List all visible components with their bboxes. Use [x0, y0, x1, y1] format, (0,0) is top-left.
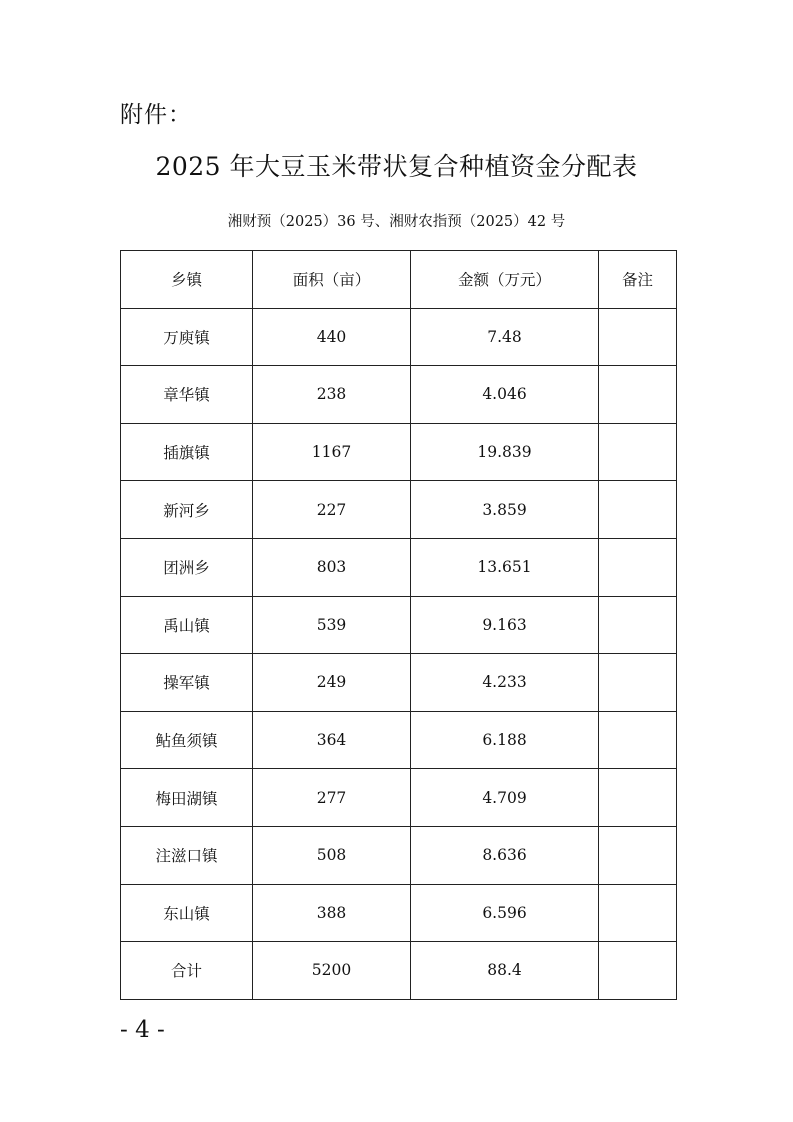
amount-cell: 6.188	[411, 711, 599, 769]
town-cell: 禹山镇	[121, 596, 253, 654]
town-cell: 注滋口镇	[121, 826, 253, 884]
note-cell	[599, 366, 677, 424]
header-amount: 金额（万元）	[411, 251, 599, 309]
table-row	[121, 423, 677, 481]
table-row	[121, 596, 677, 654]
note-cell	[599, 769, 677, 827]
table-row	[121, 884, 677, 942]
header-area: 面积（亩）	[253, 251, 411, 309]
table-row	[121, 308, 677, 366]
note-cell	[599, 308, 677, 366]
note-cell	[599, 596, 677, 654]
note-cell	[599, 711, 677, 769]
area-cell: 1167	[253, 423, 411, 481]
amount-cell: 8.636	[411, 826, 599, 884]
town-cell: 东山镇	[121, 884, 253, 942]
area-cell: 388	[253, 884, 411, 942]
town-cell: 万庾镇	[121, 308, 253, 366]
area-cell: 277	[253, 769, 411, 827]
table-row	[121, 538, 677, 596]
town-cell: 团洲乡	[121, 538, 253, 596]
area-cell: 539	[253, 596, 411, 654]
town-cell: 梅田湖镇	[121, 769, 253, 827]
area-cell: 508	[253, 826, 411, 884]
area-cell: 227	[253, 481, 411, 539]
total-area-cell: 5200	[253, 942, 411, 1000]
total-note-cell	[599, 942, 677, 1000]
table-row	[121, 366, 677, 424]
table-row	[121, 769, 677, 827]
amount-cell: 7.48	[411, 308, 599, 366]
note-cell	[599, 654, 677, 712]
attachment-label: 附件：	[120, 102, 192, 128]
amount-cell: 4.233	[411, 654, 599, 712]
note-cell	[599, 826, 677, 884]
note-cell	[599, 423, 677, 481]
amount-cell: 13.651	[411, 538, 599, 596]
town-cell: 插旗镇	[121, 423, 253, 481]
area-cell: 249	[253, 654, 411, 712]
document-title: 2025 年大豆玉米带状复合种植资金分配表	[155, 152, 638, 181]
table-header-row	[121, 251, 677, 309]
note-cell	[599, 481, 677, 539]
amount-cell: 3.859	[411, 481, 599, 539]
area-cell: 803	[253, 538, 411, 596]
town-cell: 新河乡	[121, 481, 253, 539]
town-cell: 章华镇	[121, 366, 253, 424]
area-cell: 238	[253, 366, 411, 424]
area-cell: 440	[253, 308, 411, 366]
table-row	[121, 826, 677, 884]
note-cell	[599, 884, 677, 942]
document-reference: 湘财预（2025）36 号、湘财农指预（2025）42 号	[227, 214, 566, 230]
table-row	[121, 711, 677, 769]
amount-cell: 4.046	[411, 366, 599, 424]
total-label-cell: 合计	[121, 942, 253, 1000]
amount-cell: 6.596	[411, 884, 599, 942]
note-cell	[599, 538, 677, 596]
amount-cell: 4.709	[411, 769, 599, 827]
town-cell: 鲇鱼须镇	[121, 711, 253, 769]
allocation-table	[120, 250, 677, 1000]
area-cell: 364	[253, 711, 411, 769]
total-amount-cell: 88.4	[411, 942, 599, 1000]
amount-cell: 9.163	[411, 596, 599, 654]
page-number: - 4 -	[120, 1017, 165, 1043]
table-total-row	[121, 942, 677, 1000]
header-note: 备注	[599, 251, 677, 309]
header-town: 乡镇	[121, 251, 253, 309]
town-cell: 操军镇	[121, 654, 253, 712]
amount-cell: 19.839	[411, 423, 599, 481]
table-row	[121, 481, 677, 539]
table-row	[121, 654, 677, 712]
